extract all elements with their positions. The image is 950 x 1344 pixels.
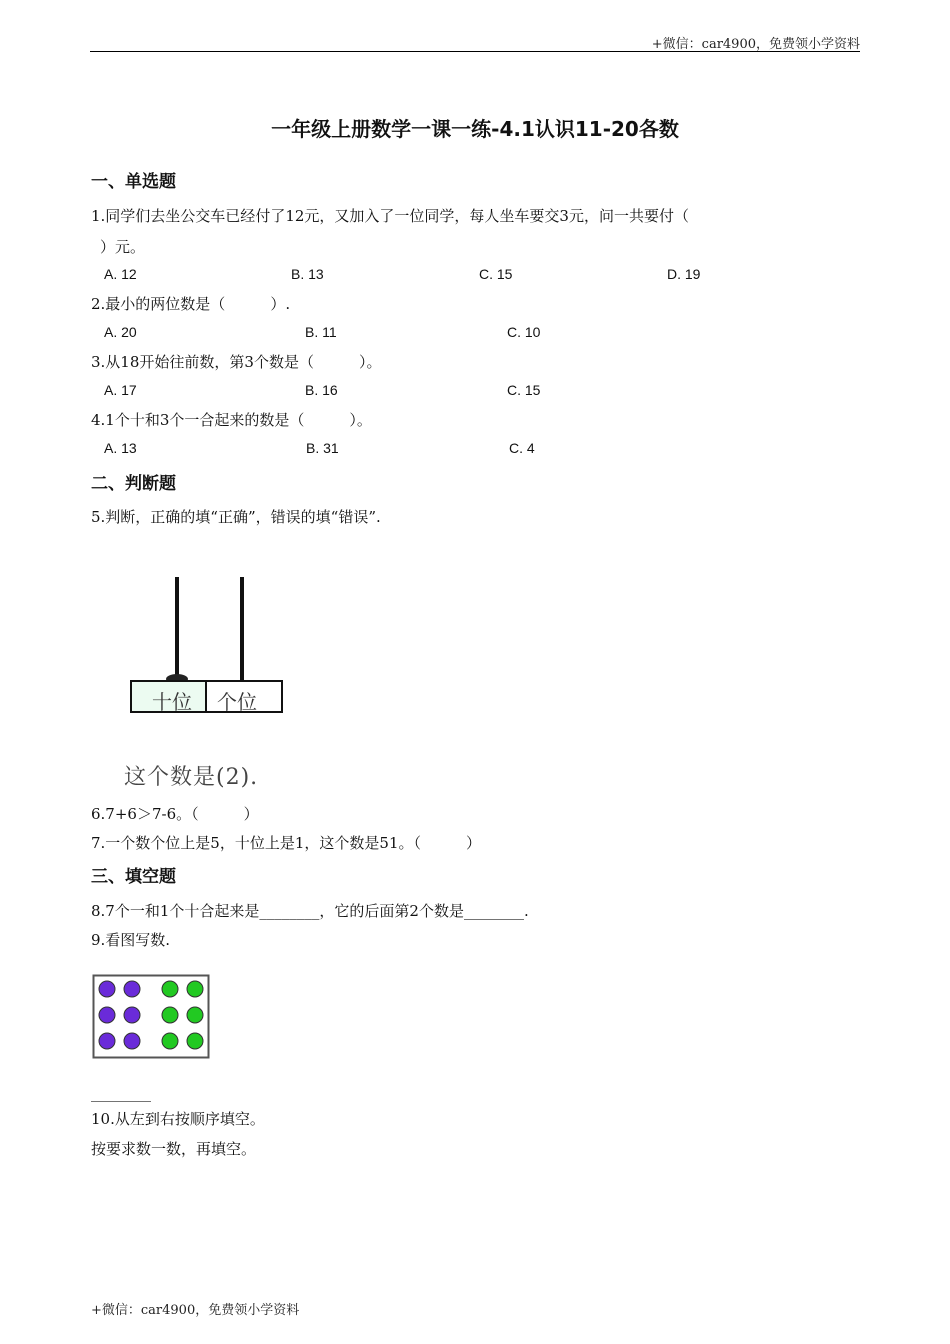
green-dot bbox=[187, 1033, 203, 1049]
q1-option-a[interactable]: A. 12 bbox=[104, 266, 137, 282]
q3-option-c[interactable]: C. 15 bbox=[507, 382, 541, 398]
q2-option-b[interactable]: B. 11 bbox=[305, 324, 337, 340]
question-8: 8.7个一和1个十合起来是________，它的后面第2个数是________. bbox=[91, 902, 529, 920]
section-fill-blank: 三、填空题 bbox=[91, 867, 176, 887]
purple-dot bbox=[124, 981, 140, 997]
green-dot bbox=[187, 981, 203, 997]
purple-dot bbox=[99, 981, 115, 997]
green-dot bbox=[162, 1007, 178, 1023]
question-10-line-1: 10.从左到右按顺序填空。 bbox=[91, 1110, 265, 1128]
q4-option-a[interactable]: A. 13 bbox=[104, 440, 137, 456]
ones-place-label: 个位 bbox=[217, 690, 257, 714]
question-7: 7.一个数个位上是5，十位上是1，这个数是51。（ ） bbox=[91, 834, 481, 852]
green-dot bbox=[187, 1007, 203, 1023]
section-true-false: 二、判断题 bbox=[91, 474, 176, 494]
q1-option-b[interactable]: B. 13 bbox=[291, 266, 324, 282]
purple-dot bbox=[99, 1007, 115, 1023]
abacus-caption: 这个数是(2). bbox=[124, 765, 259, 790]
tens-place-label: 十位 bbox=[152, 690, 192, 714]
question-4: 4.1个十和3个一合起来的数是（ ）。 bbox=[91, 411, 372, 429]
footer-note: +微信：car4900，免费领小学资料 bbox=[91, 1303, 300, 1318]
page-title: 一年级上册数学一课一练-4.1认识11-20各数 bbox=[271, 117, 679, 141]
q2-option-a[interactable]: A. 20 bbox=[104, 324, 137, 340]
section-single-choice: 一、单选题 bbox=[91, 172, 176, 192]
q3-option-b[interactable]: B. 16 bbox=[305, 382, 338, 398]
tens-rod bbox=[175, 577, 179, 685]
header-note: +微信：car4900，免费领小学资料 bbox=[651, 37, 860, 52]
purple-dot bbox=[124, 1007, 140, 1023]
purple-dot bbox=[124, 1033, 140, 1049]
q1-option-c[interactable]: C. 15 bbox=[479, 266, 513, 282]
q4-option-b[interactable]: B. 31 bbox=[306, 440, 339, 456]
question-9: 9.看图写数. bbox=[91, 931, 171, 949]
question-3: 3.从18开始往前数，第3个数是（ ）。 bbox=[91, 353, 382, 371]
q4-option-c[interactable]: C. 4 bbox=[509, 440, 535, 456]
ones-rod bbox=[240, 577, 244, 685]
question-5: 5.判断，正确的填“正确”，错误的填“错误”. bbox=[91, 508, 381, 526]
question-10-line-2: 按要求数一数，再填空。 bbox=[91, 1140, 257, 1158]
question-6: 6.7+6＞7-6。（ ） bbox=[91, 805, 259, 823]
purple-dot bbox=[99, 1033, 115, 1049]
q3-option-a[interactable]: A. 17 bbox=[104, 382, 137, 398]
dot-figure bbox=[92, 974, 210, 1060]
green-dot bbox=[162, 1033, 178, 1049]
abacus-figure bbox=[125, 572, 290, 718]
question-9-answer-blank[interactable]: ________ bbox=[91, 1084, 151, 1102]
question-2: 2.最小的两位数是（ ）. bbox=[91, 295, 291, 313]
green-dot bbox=[162, 981, 178, 997]
question-1-line-1: 1.同学们去坐公交车已经付了12元，又加入了一位同学，每人坐车要交3元，问一共要付（ bbox=[91, 207, 689, 225]
q1-option-d[interactable]: D. 19 bbox=[667, 266, 701, 282]
q2-option-c[interactable]: C. 10 bbox=[507, 324, 541, 340]
question-1-line-2: ）元。 bbox=[100, 238, 146, 256]
header-divider bbox=[90, 51, 860, 52]
